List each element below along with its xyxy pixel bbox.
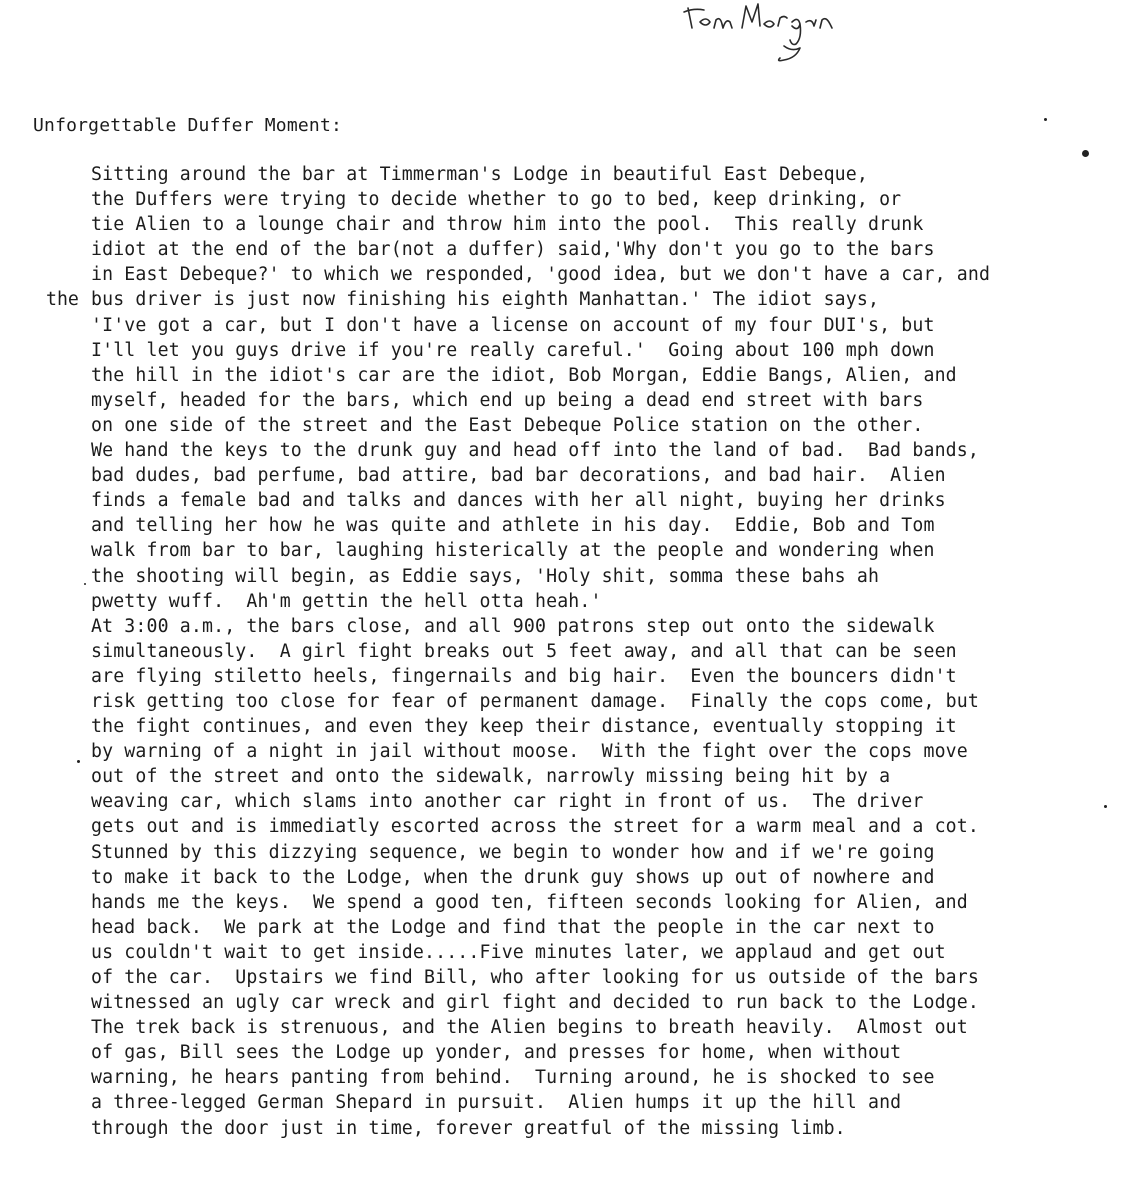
text-line: idiot at the end of the bar(not a duffer) said,'Why don't you go to the bars (91, 239, 935, 261)
text-line: Sitting around the bar at Timmerman's Lodge in beautiful East Debeque, (91, 164, 868, 185)
text-line: weaving car, which slams into another car right in front of us. The driver (91, 791, 924, 813)
text-line: of gas, Bill sees the Lodge up yonder, and presses for home, when without (91, 1042, 902, 1064)
text-line: and telling her how he was quite and athlete in his day. Eddie, Bob and Tom (91, 515, 935, 537)
text-line: hands me the keys. We spend a good ten, fifteen seconds looking for Alien, and (91, 891, 968, 913)
text-line: Stunned by this dizzying sequence, we begin to wonder how and if we're going (91, 841, 935, 863)
text-line: warning, he hears panting from behind. Turning around, he is shocked to see (91, 1067, 935, 1089)
story-text (91, 162, 990, 1141)
text-line: the shooting will begin, as Eddie says, 'Holy shit, somma these bahs ah (91, 565, 880, 587)
text-line: finds a female bad and talks and dances with her all night, buying her drinks (91, 490, 946, 512)
text-line: The trek back is strenuous, and the Alien begins to breath heavily. Almost out (91, 1017, 968, 1039)
text-line: witnessed an ugly car wreck and girl fight and decided to run back to the Lodge. (91, 992, 979, 1014)
text-line: through the door just in time, forever greatful of the missing limb. (91, 1117, 846, 1139)
text-line: 'I've got a car, but I don't have a license on account of my four DUI's, but (91, 314, 935, 336)
text-line: in East Debeque?' to which we responded, 'good idea, but we don't have a car, and (91, 264, 991, 286)
text-line: gets out and is immediatly escorted across the street for a warm meal and a cot. (91, 816, 979, 838)
ink-speck (77, 760, 80, 763)
text-line: risk getting too close for fear of permanent damage. Finally the cops come, but (91, 690, 979, 712)
text-line: are flying stiletto heels, fingernails and big hair. Even the bouncers didn't (91, 665, 957, 687)
text-line: the hill in the idiot's car are the idiot, Bob Morgan, Eddie Bangs, Alien, and (91, 364, 957, 386)
text-line: tie Alien to a lounge chair and throw him into the pool. This really drunk (91, 214, 924, 236)
text-line: We hand the keys to the drunk guy and head off into the land of bad. Bad bands, (91, 440, 979, 462)
text-line: At 3:00 a.m., the bars close, and all 900 patrons step out onto the sidewalk (91, 615, 935, 637)
text-line: by warning of a night in jail without moose. With the fight over the cops move (91, 741, 968, 763)
text-line: of the car. Upstairs we find Bill, who after looking for us outside of the bars (91, 967, 979, 988)
ink-speck (84, 583, 86, 585)
text-line: a three-legged German Shepard in pursuit. Alien humps it up the hill and (91, 1092, 902, 1114)
text-line: bad dudes, bad perfume, bad attire, bad bar decorations, and bad hair. Alien (91, 465, 946, 487)
text-line: simultaneously. A girl fight breaks out 5 feet away, and all that can be seen (91, 640, 957, 662)
text-line: us couldn't wait to get inside.....Five minutes later, we applaud and get out (91, 941, 946, 963)
ink-speck (1104, 805, 1107, 808)
text-line: out of the street and onto the sidewalk, narrowly missing being hit by a (91, 766, 891, 788)
text-line: I'll let you guys drive if you're really careful.' Going about 100 mph down (91, 339, 935, 361)
text-line: bus driver is just now finishing his eighth Manhattan.' The idiot says, (91, 289, 880, 311)
ink-speck (1044, 118, 1047, 121)
text-line: the Duffers were trying to decide whether to go to bed, keep drinking, or (91, 189, 902, 211)
ink-speck (1082, 150, 1089, 157)
text-line: myself, headed for the bars, which end up being a dead end street with bars (91, 389, 924, 411)
text-line: on one side of the street and the East Debeque Police station on the other. (91, 414, 924, 436)
text-line: walk from bar to bar, laughing histerically at the people and wondering when (91, 540, 935, 562)
text-line: head back. We park at the Lodge and find that the people in the car next to (91, 916, 935, 938)
margin-note: the (46, 289, 79, 310)
text-line: the fight continues, and even they keep their distance, eventually stopping it (91, 716, 957, 738)
text-line: to make it back to the Lodge, when the drunk guy shows up out of nowhere and (91, 866, 935, 888)
text-line: pwetty wuff. Ah'm gettin the hell otta heah.' (91, 590, 602, 612)
document-heading: Unforgettable Duffer Moment: (33, 115, 343, 136)
handwritten-signature (680, 0, 840, 70)
